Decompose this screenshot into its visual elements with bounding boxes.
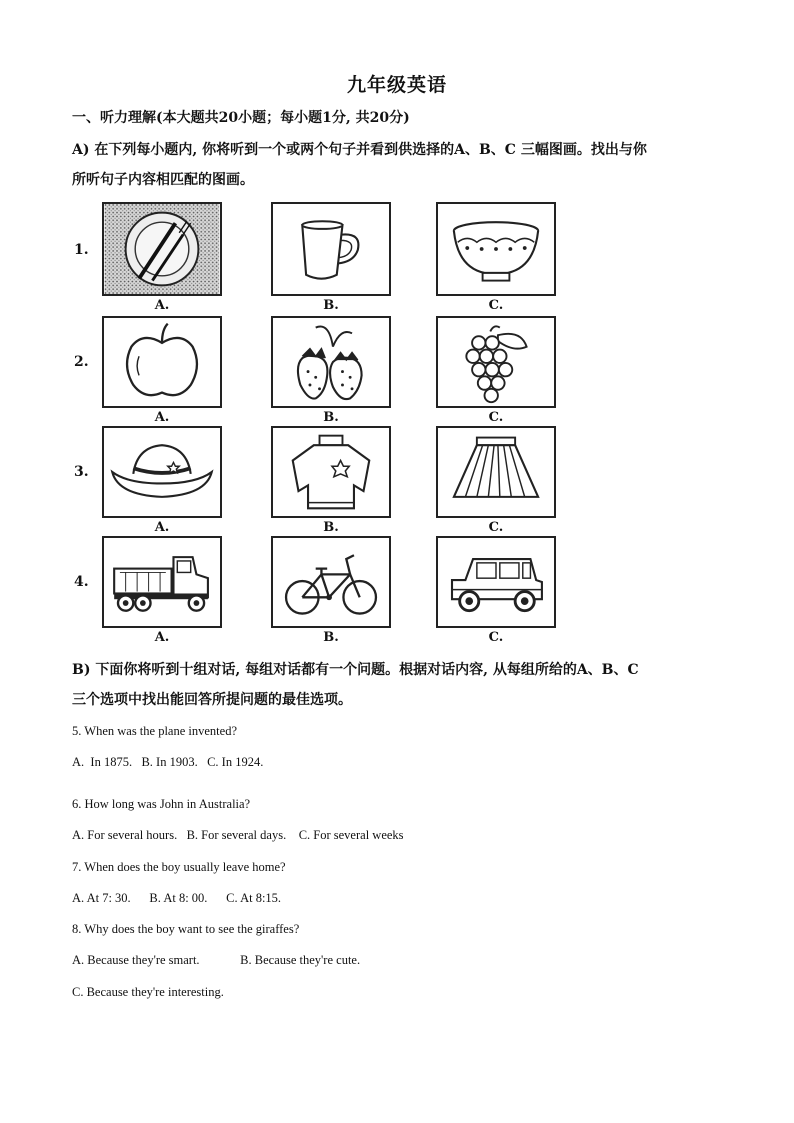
grapes-image <box>436 316 556 408</box>
question-7: 7. When does the boy usually leave home? <box>72 860 286 874</box>
bicycle-image <box>271 536 391 628</box>
skirt-image <box>436 426 556 518</box>
question-6: 6. How long was John in Australia? <box>72 797 251 811</box>
part-a-instructions-line2: 所听句子内容相匹配的图画。 <box>72 172 254 188</box>
row-number: 2. <box>74 354 89 370</box>
page-title: 九年级英语 <box>346 74 447 96</box>
jeep-image <box>436 536 556 628</box>
part-a-instructions-line1: A) 在下列每小题内, 你将听到一个或两个句子并看到供选择的A、B、C 三幅图画。找出与你 <box>72 142 647 158</box>
option-label: A. <box>154 410 170 425</box>
option-label: A. <box>154 298 170 313</box>
option-label: B. <box>323 410 339 425</box>
question-7-options: A. At 7: 30. B. At 8: 00. C. At 8:15. <box>72 891 282 905</box>
question-8-options: A. Because they're smart. B. Because they're cute. <box>72 953 361 967</box>
option-label: B. <box>323 298 339 313</box>
option-label: C. <box>488 298 504 313</box>
sweater-image <box>271 426 391 518</box>
bowl-image <box>436 202 556 296</box>
row-number: 4. <box>74 574 89 590</box>
section-heading-listening: 一、听力理解(本大题共20小题；每小题1分, 共20分) <box>72 110 410 126</box>
plate-image <box>102 202 222 296</box>
option-label: C. <box>488 520 504 535</box>
option-label: A. <box>154 520 170 535</box>
part-b-instructions-line1: B) 下面你将听到十组对话, 每组对话都有一个问题。根据对话内容, 从每组所给的A、B、C <box>72 662 639 678</box>
question-8-option-c: C. Because they're interesting. <box>72 985 224 999</box>
question-5-options: A. In 1875. B. In 1903. C. In 1924. <box>72 755 264 769</box>
apple-image <box>102 316 222 408</box>
row-number: 3. <box>74 464 89 480</box>
hat-image <box>102 426 222 518</box>
truck-image <box>102 536 222 628</box>
question-5: 5. When was the plane invented? <box>72 724 237 738</box>
option-label: B. <box>323 520 339 535</box>
strawberries-image <box>271 316 391 408</box>
row-number: 1. <box>74 242 89 258</box>
option-label: A. <box>154 630 170 645</box>
question-6-options: A. For several hours. B. For several days. C. For several weeks <box>72 828 404 842</box>
option-label: C. <box>488 410 504 425</box>
option-label: B. <box>323 630 339 645</box>
part-b-instructions-line2: 三个选项中找出能回答所提问题的最佳选项。 <box>72 692 352 708</box>
option-label: C. <box>488 630 504 645</box>
question-8: 8. Why does the boy want to see the giraffes? <box>72 922 300 936</box>
cup-image <box>271 202 391 296</box>
picture-grid <box>74 200 578 648</box>
